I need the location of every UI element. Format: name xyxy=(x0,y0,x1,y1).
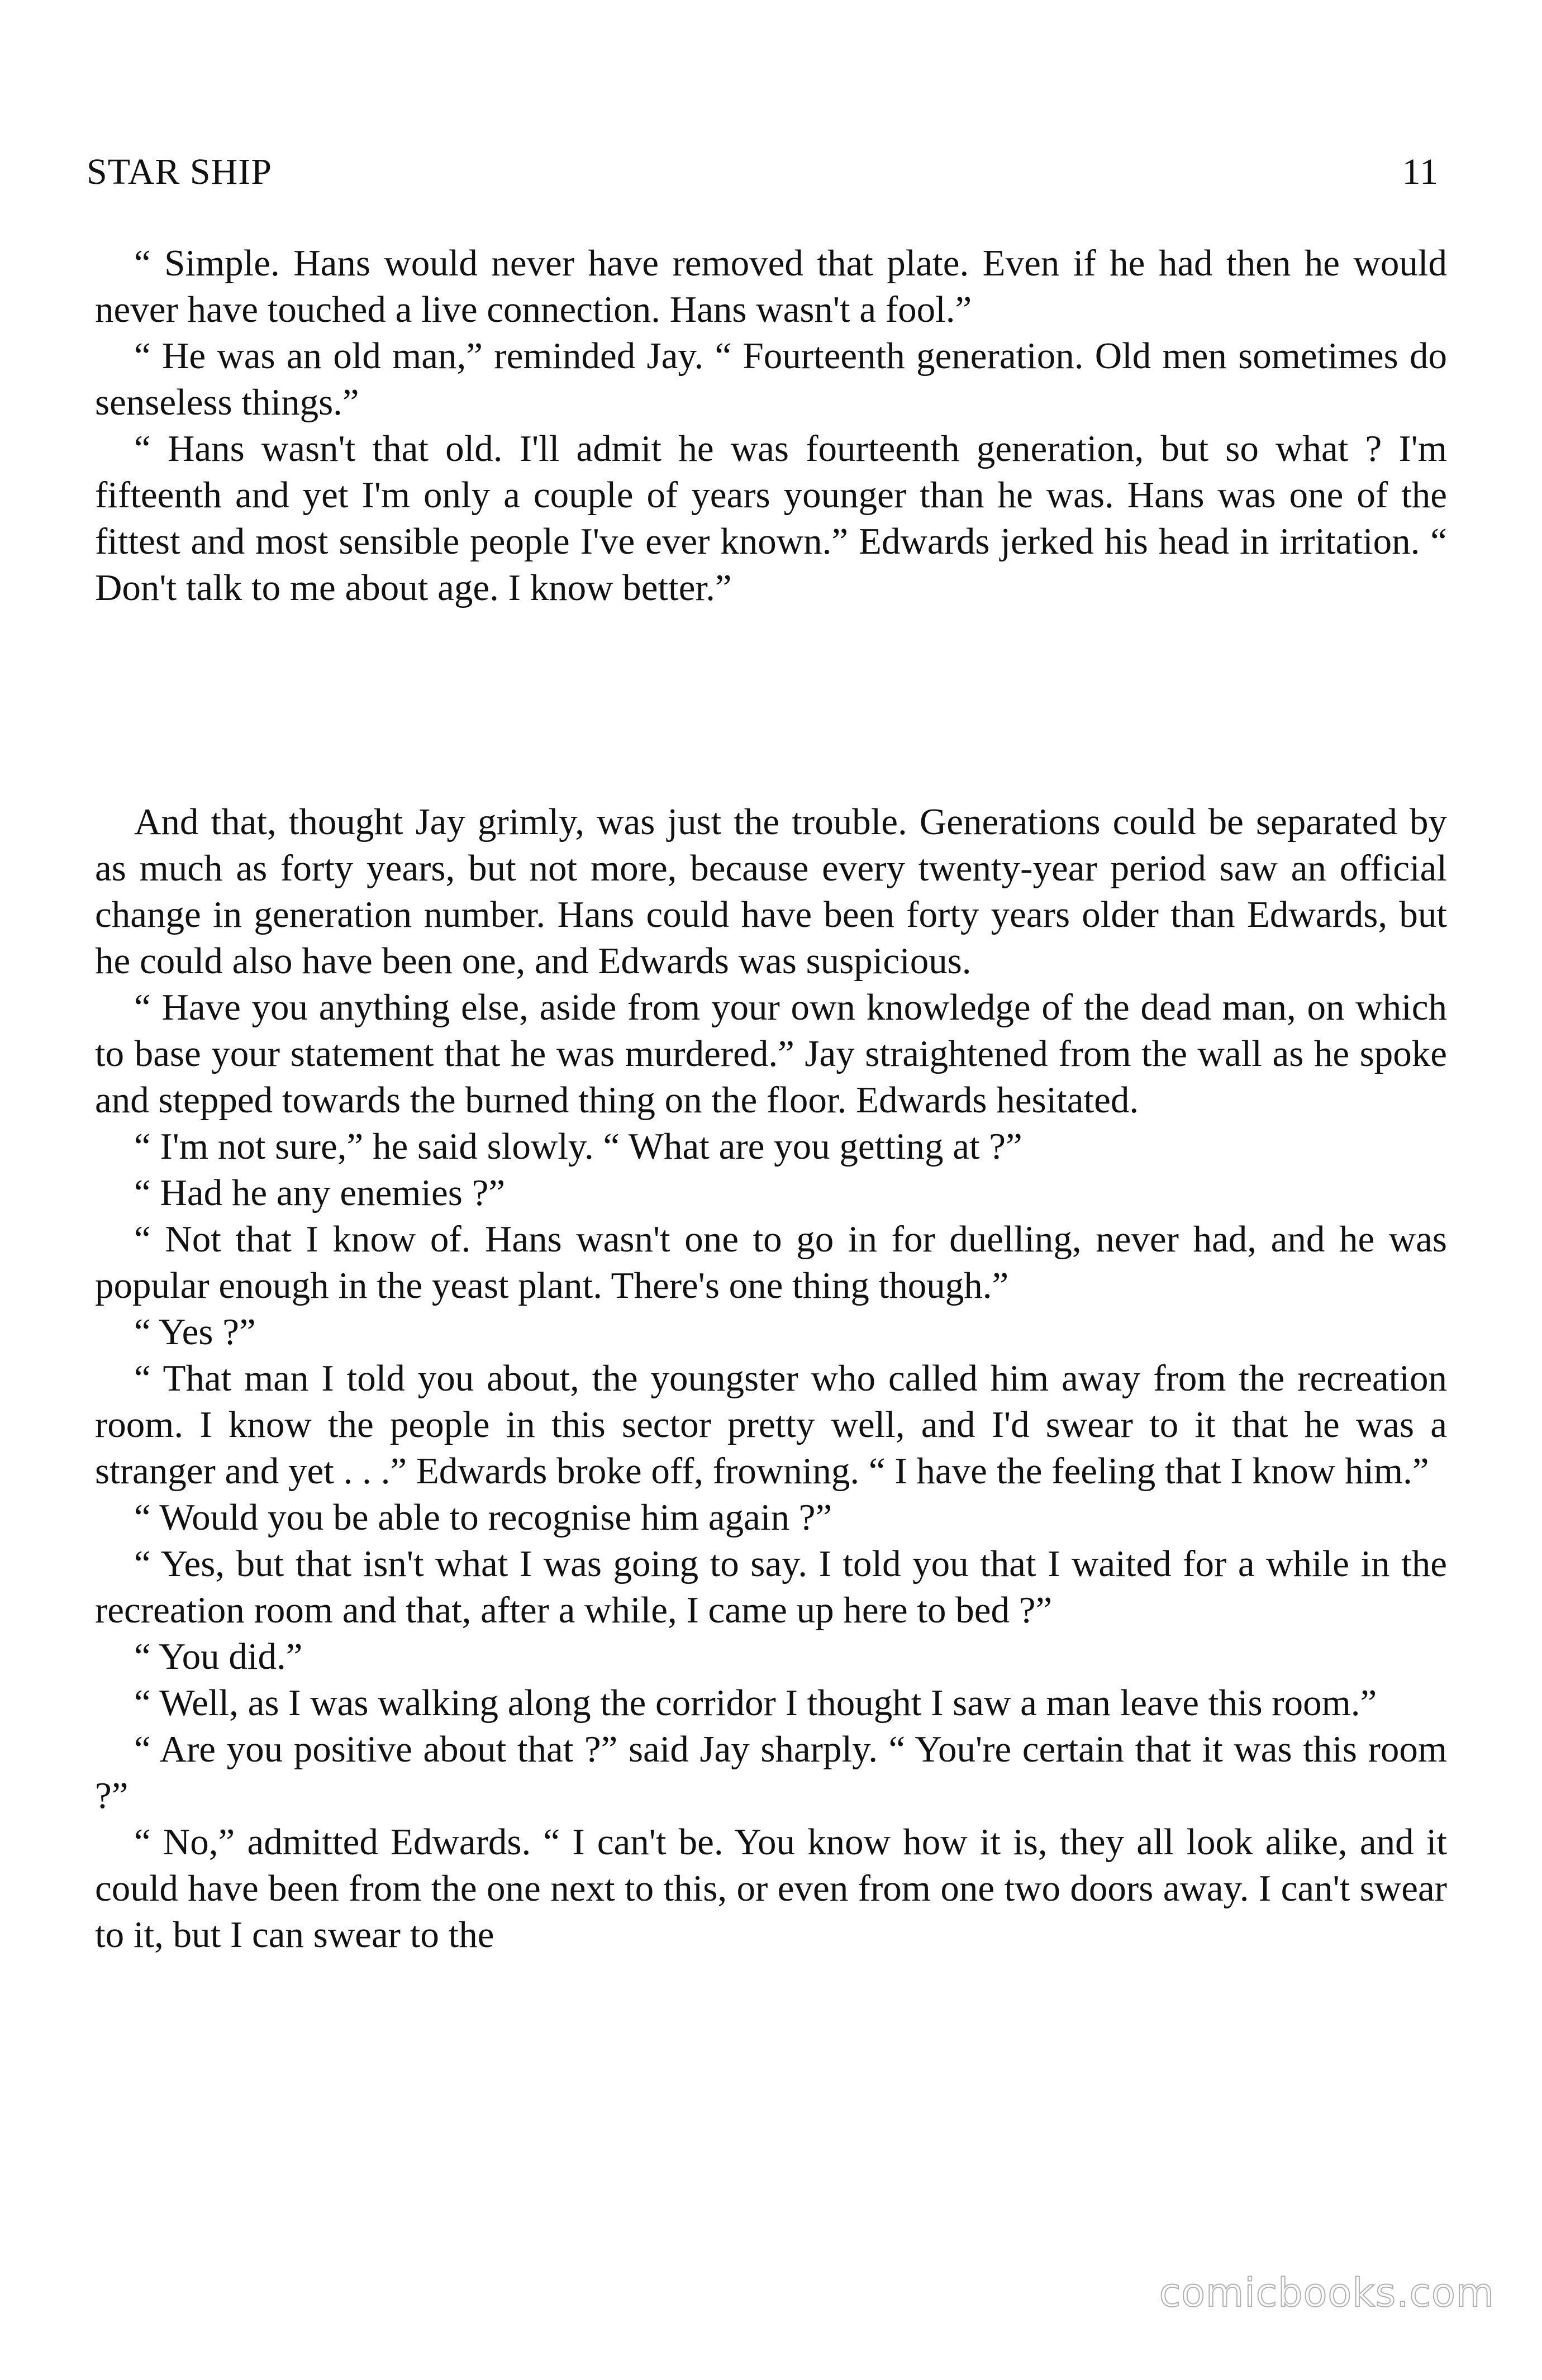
watermark: comicbooks.com xyxy=(1159,2270,1495,2316)
text-section-2 xyxy=(95,799,1447,1958)
paragraph: “ Are you positive about that ?” said Jay sharply. “ You're certain that it was this room ?” xyxy=(95,1729,1447,1816)
running-title: STAR SHIP xyxy=(87,151,272,192)
paragraph: And that, thought Jay grimly, was just the trouble. Generations could be separated by as much as forty years, but not more, because every twenty-year period saw an official change in generation number. Hans could have been forty years older than Edwards, but he could also have been one, and Edwards was suspicious. xyxy=(95,801,1447,982)
paragraph: “ Well, as I was walking along the corridor I thought I saw a man leave this room.” xyxy=(134,1682,1377,1724)
paragraph: “ That man I told you about, the youngster who called him away from the recreation room. I know the people in this sector pretty well, and I'd swear to it that he was a stranger and yet . . .” Edwards broke off, frowning. “ I have the feeling that I know him.” xyxy=(95,1358,1447,1492)
paragraph: “ Would you be able to recognise him again ?” xyxy=(134,1497,832,1538)
paragraph: “ Have you anything else, aside from your own knowledge of the dead man, on which to base your statement that he was murdered.” Jay straightened from the wall as he spoke and stepped towards the burned thing on the floor. Edwards hesitated. xyxy=(95,987,1447,1121)
text-section-1 xyxy=(95,240,1447,611)
paragraph: “ No,” admitted Edwards. “ I can't be. You know how it is, they all look alike, and it could have been from the one next to this, or even from one two doors away. I can't swear to it, but I can swear to the xyxy=(95,1821,1447,1955)
paragraph: “ Yes ?” xyxy=(134,1311,256,1353)
paragraph: “ Not that I know of. Hans wasn't one to go in for duelling, never had, and he was popular enough in the yeast plant. There's one thing though.” xyxy=(95,1218,1447,1306)
paragraph: “ You did.” xyxy=(134,1636,303,1677)
paragraph: “ Had he any enemies ?” xyxy=(134,1172,506,1213)
page-number: 11 xyxy=(1402,151,1439,192)
paragraph: “ Simple. Hans would never have removed that plate. Even if he had then he would never have touched a live connection. Hans wasn't a fool.” xyxy=(95,242,1447,330)
paragraph: “ I'm not sure,” he said slowly. “ What are you getting at ?” xyxy=(134,1126,1022,1167)
running-header xyxy=(87,151,1439,201)
paragraph: “ Hans wasn't that old. I'll admit he was fourteenth generation, but so what ? I'm fifteenth and yet I'm only a couple of years younger than he was. Hans was one of the fittest and most sensible people I've ever known.” Edwards jerked his head in irritation. “ Don't talk to me about age. I know better.” xyxy=(95,428,1447,608)
paragraph: “ Yes, but that isn't what I was going to say. I told you that I waited for a while in the recreation room and that, after a while, I came up here to bed ?” xyxy=(95,1543,1447,1631)
paragraph: “ He was an old man,” reminded Jay. “ Fourteenth generation. Old men sometimes do senseless things.” xyxy=(95,335,1447,423)
